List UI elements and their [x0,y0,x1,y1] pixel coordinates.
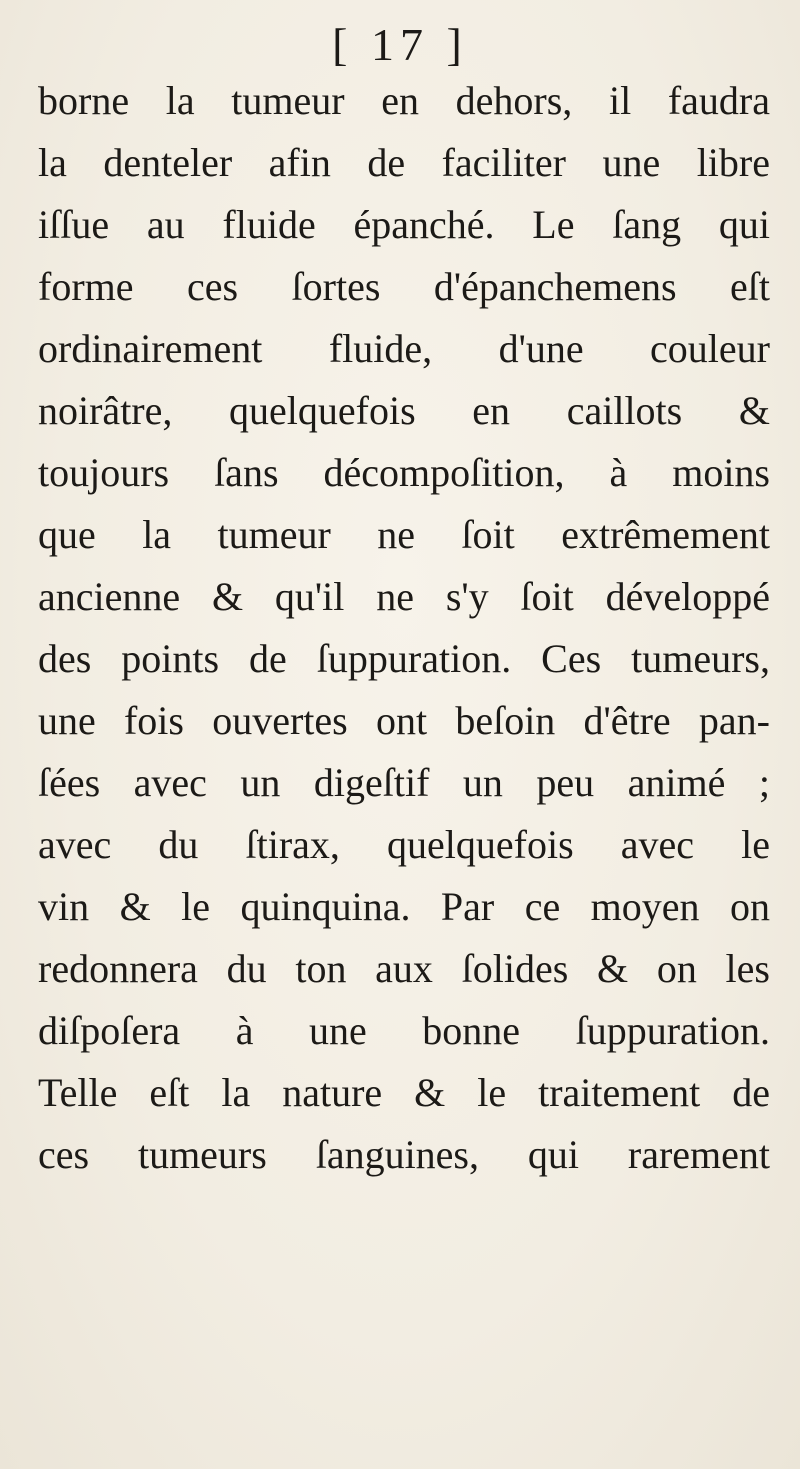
text-line: ſées avec un digeſtif un peu animé ; [38,760,770,805]
text-line: forme ces ſortes d'épanchemens eſt [38,264,770,309]
text-line: une fois ouvertes ont beſoin d'être pan- [38,698,770,743]
text-line: des points de ſuppuration. Ces tumeurs, [38,636,770,681]
text-line: vin & le quinquina. Par ce moyen on [38,884,770,929]
text-line: toujours ſans décompoſition, à moins [38,450,770,495]
text-line: noirâtre, quelquefois en caillots & [38,388,770,433]
body-text [38,70,770,1186]
text-line: la denteler afin de faciliter une libre [38,140,770,185]
text-line: que la tumeur ne ſoit extrêmement [38,512,770,557]
text-line: ordinairement fluide, d'une couleur [38,326,770,371]
text-line: borne la tumeur en dehors, il faudra [38,78,770,123]
text-line: ancienne & qu'il ne s'y ſoit développé [38,574,770,619]
text-line: diſpoſera à une bonne ſuppuration. [38,1008,770,1053]
text-line: redonnera du ton aux ſolides & on les [38,946,770,991]
text-line: Telle eſt la nature & le traitement de [38,1070,770,1115]
text-line: avec du ſtirax, quelquefois avec le [38,822,770,867]
text-line: iſſue au fluide épanché. Le ſang qui [38,202,770,247]
page-number: [ 17 ] [332,19,468,70]
text-line: ces tumeurs ſanguines, qui rarement [38,1132,770,1177]
